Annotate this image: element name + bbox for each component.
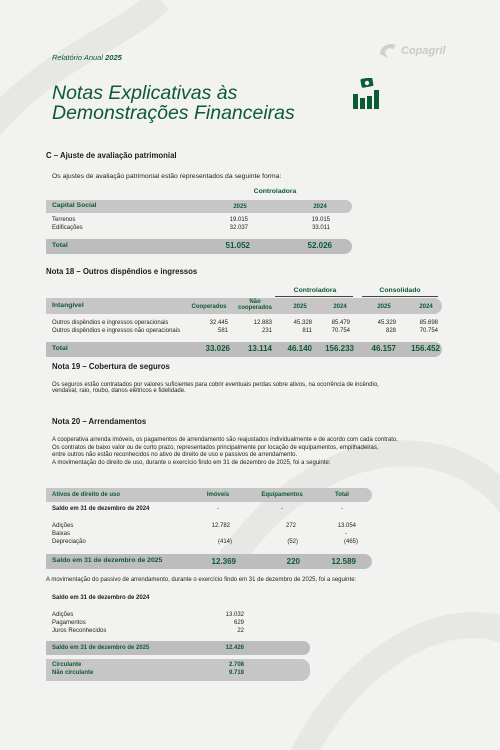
col-imoveis: Imóveis <box>206 492 230 498</box>
row-value: 33.011 <box>312 225 330 231</box>
row-value: (414) <box>217 539 232 545</box>
row-value: 272 <box>285 523 296 529</box>
total-value: 33.026 <box>205 344 230 353</box>
total-value: 156.233 <box>325 344 354 353</box>
row-value: 85.479 <box>331 320 350 326</box>
row-value: 45.328 <box>293 320 312 326</box>
row-value: 45.329 <box>377 320 396 326</box>
page-title: Notas Explicativas às Demonstrações Financeiras <box>52 82 295 124</box>
row-value: 19.015 <box>311 217 330 223</box>
row-value: 828 <box>385 328 396 334</box>
col-2025: 2025 <box>293 304 307 310</box>
row-value: (52) <box>287 539 298 545</box>
row-value: 13.032 <box>225 612 244 618</box>
row-value: 70.754 <box>331 328 350 334</box>
passivo-closing-label: Saldo em 31 de dezembro de 2025 <box>52 645 150 651</box>
row-label: Adições <box>52 612 74 618</box>
group-consolidado: Consolidado <box>379 287 421 294</box>
nao-circulante-value: 9.718 <box>228 670 244 676</box>
closing-value: 12.589 <box>331 557 356 566</box>
circulante-label: Circulante <box>52 662 82 668</box>
closing-label: Saldo em 31 de dezembro de 2025 <box>52 557 163 564</box>
brand-logo <box>377 40 457 64</box>
section-c-intro: Os ajustes de avaliação patrimonial estão representados da seguinte forma: <box>52 173 282 180</box>
opening-label: Saldo em 31 de dezembro de 2024 <box>52 506 150 512</box>
row-label: Terrenos <box>52 217 76 223</box>
report-label: Relatório Anual 2025 <box>52 53 122 62</box>
col-2025-consolidado: 2025 <box>377 304 391 310</box>
total-2025: 51.052 <box>225 241 250 250</box>
controladora-label: Controladora <box>253 188 297 195</box>
nota20-heading: Nota 20 – Arrendamentos <box>52 417 147 426</box>
total-value: 46.140 <box>287 344 312 353</box>
col-equipamentos: Equipamentos <box>261 492 303 498</box>
row-value: 32.037 <box>229 225 248 231</box>
nota19-heading: Nota 19 – Cobertura de seguros <box>52 362 170 371</box>
group-controladora: Controladora <box>293 287 337 294</box>
total-label: Total <box>52 242 68 249</box>
total-value: 46.157 <box>371 344 396 353</box>
passivo-opening-label: Saldo em 31 de dezembro de 2024 <box>52 595 150 601</box>
brand-mark-icon <box>377 40 399 62</box>
consolidado-underline <box>362 296 438 297</box>
total-value: 156.452 <box>411 344 440 353</box>
col-nao-cooperados: Não cooperados <box>237 299 272 311</box>
section-c-heading: C – Ajuste de avaliação patrimonial <box>46 151 177 160</box>
row-value: 32.445 <box>209 320 228 326</box>
row-value: 231 <box>261 328 272 334</box>
closing-value: 220 <box>286 557 300 566</box>
passivo-closing-value: 12.426 <box>225 645 244 651</box>
row-label: Baixas <box>52 531 71 537</box>
brand-name: Copagril <box>401 45 446 57</box>
row-label: Depreciação <box>52 539 86 545</box>
controladora-underline <box>275 296 353 297</box>
col-cooperados: Cooperados <box>191 304 227 310</box>
opening-value: - <box>341 506 343 512</box>
opening-value: - <box>281 506 283 512</box>
col-2024: 2024 <box>333 304 347 310</box>
col-total: Total <box>335 492 349 498</box>
passivo-text: A movimentação do passivo de arrendamento, durante o exercício findo em 31 de dezembro de 2025, foi a seguinte: <box>46 577 357 583</box>
row-label: Outros dispêndios e ingressos não operacionais <box>52 328 181 334</box>
row-value: 12.782 <box>211 523 230 529</box>
row-value: 85.698 <box>419 320 438 326</box>
row-value: 811 <box>302 328 312 334</box>
row-value: (465) <box>343 539 358 545</box>
col-2024: 2024 <box>313 204 327 210</box>
row-label: Outros dispêndios e ingressos operacionais <box>52 320 169 326</box>
row-label: Juros Reconhecidos <box>52 628 107 634</box>
intangivel-header: Intangível <box>52 302 84 309</box>
row-value: 70.754 <box>419 328 438 334</box>
closing-value: 12.369 <box>211 557 236 566</box>
col-2024-consolidado: 2024 <box>419 304 433 310</box>
row-value: 13.054 <box>337 523 356 529</box>
row-value: 12.883 <box>253 320 272 326</box>
row-label: Adições <box>52 523 74 529</box>
total-value: 13.114 <box>247 344 272 353</box>
row-value: 19.015 <box>229 217 248 223</box>
col-2025: 2025 <box>233 204 247 210</box>
opening-value: - <box>217 506 219 512</box>
nota19-text: Os seguros estão contratados por valores suficientes para cobrir eventuais perdas sobre ativos, na ocorrência de incêndio, vendaval, raio, roubo, danos elétricos e fidelidade. <box>52 382 379 394</box>
row-value: - <box>345 531 347 537</box>
col-ativos: Ativos de direito de uso <box>52 492 121 498</box>
capital-social-header: Capital Social <box>52 202 97 209</box>
row-value: 22 <box>237 628 244 634</box>
row-label: Pagamentos <box>52 620 86 626</box>
row-label: Edificações <box>52 225 83 231</box>
nota18-heading: Nota 18 – Outros dispêndios e ingressos <box>46 267 198 276</box>
nota20-text: A cooperativa arrenda imóveis, os pagamentos de arrendamento são reajustados individualmente e de acordo com cada contrato. Os contratos de baixo valor ou de curto prazo, representados principalmente por locação de equipamentos, empilhadeiras, entre outros não estão reconhecidos no ativo de direito de uso e passivos de arrendamento. A movimentação do direito de uso, durante o exercício findo em 31 de dezembro de 2025, foi a seguinte: <box>52 437 398 466</box>
total-label: Total <box>52 345 68 352</box>
money-chart-icon <box>352 78 380 110</box>
row-value: 629 <box>233 620 244 626</box>
nao-circulante-label: Não circulante <box>52 670 94 676</box>
total-2024: 52.026 <box>307 241 332 250</box>
row-value: 581 <box>217 328 228 334</box>
circulante-value: 2.708 <box>228 662 244 668</box>
